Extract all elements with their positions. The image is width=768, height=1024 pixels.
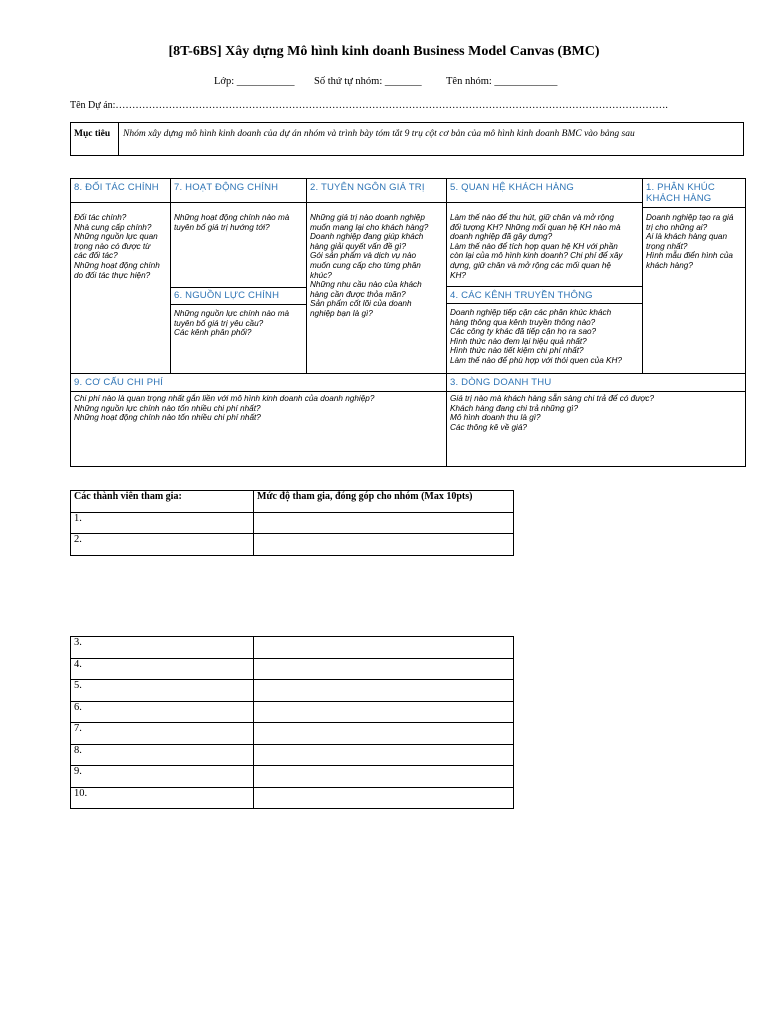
- body-line: Đối tác chính?: [74, 213, 127, 222]
- body-line: hàng giải quyết vấn đề gì?: [310, 241, 407, 251]
- body-line: Những nhu cầu nào của khách: [310, 280, 422, 290]
- body-line: KH?: [450, 270, 466, 280]
- class-field[interactable]: Lớp: ___________: [214, 76, 295, 87]
- body-line: trọng nào có được từ: [74, 241, 151, 251]
- table-row: [71, 680, 514, 702]
- body-line: Nhà cung cấp chính?: [74, 222, 152, 232]
- contribution-cell[interactable]: [254, 637, 514, 659]
- table-row: [71, 787, 514, 809]
- group-name-field[interactable]: Tên nhóm: ____________: [446, 76, 558, 87]
- channels-title: 4. CÁC KÊNH TRUYỀN THÔNG: [450, 290, 593, 301]
- header-divider: [70, 202, 643, 203]
- body-line: Giá trị nào mà khách hàng sẵn sàng chi trả để có được?: [450, 394, 655, 403]
- body-line: doanh nghiệp đã gây dựng?: [450, 232, 553, 242]
- body-line: Khách hàng đang chi trả những gì?: [450, 403, 579, 413]
- customer-segments-title-line: KHÁCH HÀNG: [646, 193, 712, 204]
- cell-activities-resources: [170, 178, 307, 374]
- body-line: do đối tác thực hiện?: [74, 270, 151, 280]
- customer-relationships-body[interactable]: [447, 213, 642, 280]
- key-partners-title: 8. ĐỐI TÁC CHÍNH: [74, 182, 159, 193]
- contribution-cell[interactable]: [254, 512, 514, 534]
- body-line: Những hoạt động chính nào mà: [174, 213, 290, 222]
- cell-revenue-streams[interactable]: [446, 373, 746, 467]
- body-line: hàng cần được thỏa mãn?: [310, 289, 406, 299]
- table-row: [71, 658, 514, 680]
- member-cell[interactable]: 6.: [71, 701, 254, 723]
- body-line: tuyên bố giá trị yêu cầu?: [174, 318, 264, 328]
- body-line: Doanh nghiệp tiếp cận các phân khúc khách: [450, 308, 612, 317]
- body-line: Chi phí nào là quan trọng nhất gắn liền với mô hình kinh doanh của doanh nghiệp?: [74, 394, 375, 403]
- revenue-streams-title: 3. DÒNG DOANH THU: [450, 377, 552, 388]
- cell-customer-segments[interactable]: [642, 178, 746, 374]
- body-line: Các công ty khác đã tiếp cận họ ra sao?: [450, 327, 597, 337]
- value-propositions-body: [307, 213, 446, 319]
- divider: [447, 391, 745, 392]
- body-line: các đối tác?: [74, 251, 118, 261]
- body-line: Ai là khách hàng quan: [646, 232, 728, 242]
- divider: [643, 207, 745, 208]
- body-line: muốn mang lại cho khách hàng?: [310, 222, 429, 232]
- document-title: [8T-6BS] Xây dựng Mô hình kinh doanh Business Model Canvas (BMC): [168, 44, 600, 59]
- customer-segments-body: [643, 213, 745, 271]
- body-line: dựng, giữ chân và mở rộng các mối quan hệ: [450, 260, 611, 270]
- cell-key-partners[interactable]: [70, 178, 171, 374]
- body-line: muốn cung cấp cho từng phân: [310, 260, 421, 270]
- divider: [71, 391, 446, 392]
- key-activities-title: 7. HOẠT ĐỘNG CHÍNH: [174, 182, 279, 193]
- contribution-cell[interactable]: [254, 658, 514, 680]
- body-line: Những nguồn lực quan: [74, 232, 158, 242]
- body-line: Làm thế nào để phù hợp với thói quen của KH?: [450, 355, 622, 365]
- member-cell[interactable]: 5.: [71, 680, 254, 702]
- contribution-cell[interactable]: [254, 680, 514, 702]
- body-line: nghiệp bạn là gì?: [310, 308, 373, 318]
- member-cell[interactable]: 9.: [71, 766, 254, 788]
- goal-box: [70, 122, 744, 156]
- table-row: [71, 512, 514, 534]
- customer-segments-title: [643, 179, 745, 204]
- cost-structure-title: 9. CƠ CẤU CHI PHÍ: [74, 377, 164, 388]
- member-cell[interactable]: 4.: [71, 658, 254, 680]
- business-model-canvas: [70, 178, 746, 467]
- customer-segments-title-line: 1. PHÂN KHÚC: [646, 182, 715, 193]
- key-resources-title: 6. NGUỒN LỰC CHÍNH: [174, 290, 280, 301]
- members-table-bottom: [70, 636, 514, 809]
- table-row: [71, 723, 514, 745]
- body-line: hàng thông qua kênh truyền thông nào?: [450, 317, 596, 327]
- contribution-cell[interactable]: [254, 534, 514, 556]
- table-row: [71, 637, 514, 659]
- body-line: Những nguồn lực chính nào mà: [174, 309, 290, 318]
- body-line: Làm thế nào để thu hút, giữ chân và mở rộng: [450, 213, 614, 222]
- body-line: Doanh nghiệp tạo ra giá: [646, 213, 734, 222]
- body-line: trị cho những ai?: [646, 222, 708, 232]
- member-cell[interactable]: 3.: [71, 637, 254, 659]
- body-line: khúc?: [310, 270, 332, 280]
- member-cell[interactable]: 8.: [71, 744, 254, 766]
- contribution-cell[interactable]: [254, 723, 514, 745]
- member-cell[interactable]: 2.: [71, 534, 254, 556]
- key-activities-body[interactable]: [171, 213, 306, 232]
- members-col-header: Các thành viên tham gia:: [71, 491, 254, 513]
- table-row: [71, 534, 514, 556]
- body-line: Những hoạt động chính: [74, 260, 160, 270]
- cell-cost-structure[interactable]: [70, 373, 447, 467]
- member-cell[interactable]: 7.: [71, 723, 254, 745]
- body-line: Làm thế nào để tích hợp quan hệ KH với phần: [450, 241, 618, 251]
- body-line: Gói sản phẩm và dịch vụ nào: [310, 251, 417, 261]
- members-table-top: [70, 490, 514, 556]
- contribution-cell[interactable]: [254, 787, 514, 809]
- table-row: [71, 701, 514, 723]
- body-line: tuyên bố giá trị hướng tới?: [174, 222, 270, 232]
- cost-structure-body: [71, 394, 446, 423]
- customer-relationships-title: 5. QUAN HỆ KHÁCH HÀNG: [450, 182, 575, 193]
- body-line: Sản phẩm cốt lõi của doanh: [310, 299, 412, 309]
- body-line: Những giá trị nào doanh nghiệp: [310, 213, 425, 222]
- channels-body[interactable]: [447, 308, 625, 366]
- body-line: Hình thức nào đem lại hiệu quả nhất?: [450, 336, 587, 346]
- members-header-row: [71, 491, 514, 513]
- body-line: Hình mẫu điển hình của: [646, 251, 733, 261]
- body-line: Các kênh phân phối?: [174, 328, 252, 338]
- table-row: [71, 766, 514, 788]
- divider: [171, 304, 306, 305]
- body-line: Những hoạt động chính nào tốn nhiều chi phí nhất?: [74, 413, 261, 423]
- body-line: đối tượng KH? Những mối quan hệ KH nào mà: [450, 222, 621, 232]
- goal-text: Nhóm xây dựng mô hình kinh doanh của dự án nhóm và trình bày tóm tắt 9 trụ cột cơ bản của mô hình kinh doanh BMC vào bảng sau: [123, 129, 635, 139]
- body-line: Doanh nghiệp đang giúp khách: [310, 232, 424, 242]
- body-line: còn lại của mô hình kinh doanh? Chi phí để xây: [450, 251, 623, 261]
- divider: [447, 303, 642, 304]
- body-line: trọng nhất?: [646, 241, 688, 251]
- goal-label: Mục tiêu: [71, 123, 119, 155]
- body-line: Hình thức nào tiết kiệm chi phí nhất?: [450, 346, 584, 356]
- body-line: Những nguồn lực chính nào tốn nhiều chi phí nhất?: [74, 403, 261, 413]
- body-line: Các thông kê về giá?: [450, 422, 527, 432]
- key-resources-body[interactable]: [171, 309, 292, 338]
- revenue-streams-body: [447, 394, 745, 432]
- member-cell[interactable]: 1.: [71, 512, 254, 534]
- key-partners-body: [71, 213, 170, 280]
- body-line: khách hàng?: [646, 260, 693, 270]
- body-line: Mô hình doanh thu là gì?: [450, 413, 541, 423]
- contribution-col-header: Mức độ tham gia, đóng góp cho nhóm (Max 10pts): [254, 491, 514, 513]
- cell-value-propositions[interactable]: [306, 178, 447, 374]
- member-cell[interactable]: 10.: [71, 787, 254, 809]
- value-propositions-title: 2. TUYÊN NGÔN GIÁ TRỊ: [310, 182, 425, 193]
- group-number-field[interactable]: Số thứ tự nhóm: _______: [314, 76, 422, 87]
- contribution-cell[interactable]: [254, 766, 514, 788]
- contribution-cell[interactable]: [254, 701, 514, 723]
- project-name-field[interactable]: Tên Dự án:………………………………………………………………………………………………………………………………………………….: [70, 100, 668, 111]
- contribution-cell[interactable]: [254, 744, 514, 766]
- cell-relationships-channels: [446, 178, 643, 374]
- table-row: [71, 744, 514, 766]
